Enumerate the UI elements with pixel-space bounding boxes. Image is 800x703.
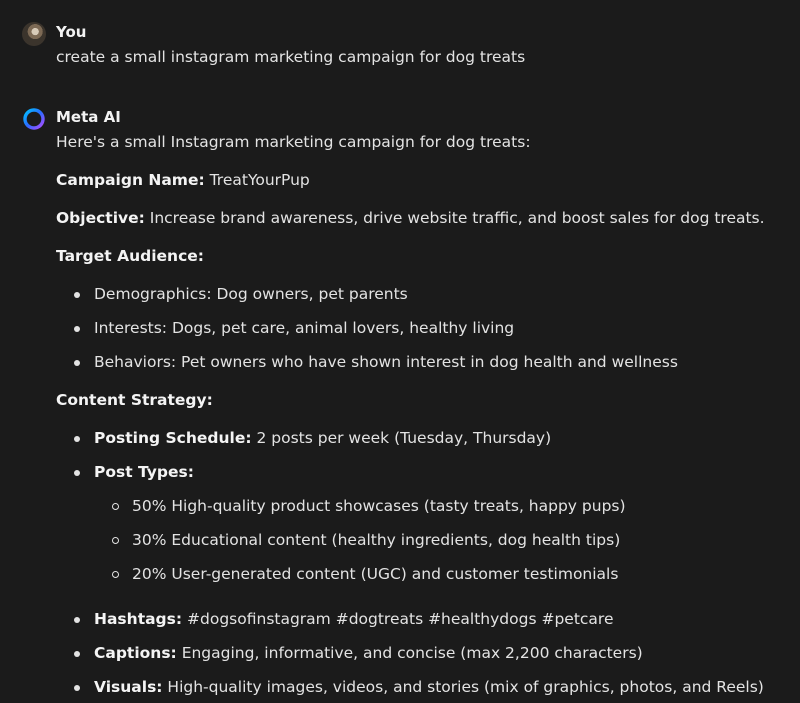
sub-bullet-icon: [112, 571, 119, 578]
meta-ai-logo-icon: [22, 107, 46, 131]
objective-line: [56, 209, 765, 227]
post-types-label: Post Types:: [94, 463, 194, 481]
bullet-icon: [74, 436, 80, 442]
visuals-value: High-quality images, videos, and stories (mix of graphics, photos, and Reels): [162, 678, 764, 696]
bullet-icon: [74, 292, 80, 298]
campaign-name-value: TreatYourPup: [204, 171, 310, 189]
bullet-icon: [74, 617, 80, 623]
visuals-label: Visuals:: [94, 678, 163, 696]
list-item-text: Interests: Dogs, pet care, animal lovers, healthy living: [94, 319, 515, 337]
ai-intro: Here's a small Instagram marketing campaign for dog treats:: [56, 133, 531, 151]
sub-list-item-text: 50% High-quality product showcases (tasty treats, happy pups): [132, 497, 626, 515]
posting-schedule-label: Posting Schedule:: [94, 429, 252, 447]
bullet-icon: [74, 685, 80, 691]
objective-label: Objective:: [56, 209, 145, 227]
captions-label: Captions:: [94, 644, 177, 662]
campaign-name-line: [56, 171, 310, 189]
user-avatar[interactable]: [22, 22, 46, 46]
bullet-icon: [74, 470, 80, 476]
sub-list-item-text: 30% Educational content (healthy ingredients, dog health tips): [132, 531, 621, 549]
list-item-text: Demographics: Dog owners, pet parents: [94, 285, 408, 303]
visuals-item: [94, 678, 764, 696]
campaign-name-label: Campaign Name:: [56, 171, 205, 189]
hashtags-label: Hashtags:: [94, 610, 183, 628]
captions-item: [94, 644, 643, 662]
posting-schedule-value: 2 posts per week (Tuesday, Thursday): [251, 429, 552, 447]
hashtags-value: #dogsofinstagram #dogtreats #healthydogs #petcare: [182, 610, 614, 628]
posting-schedule-item: [94, 429, 551, 447]
hashtags-item: [94, 610, 614, 628]
sub-list-item-text: 20% User-generated content (UGC) and customer testimonials: [132, 565, 619, 583]
user-author-name: You: [56, 23, 87, 41]
objective-value: Increase brand awareness, drive website traffic, and boost sales for dog treats.: [144, 209, 765, 227]
captions-value: Engaging, informative, and concise (max 2,200 characters): [176, 644, 643, 662]
bullet-icon: [74, 326, 80, 332]
user-message-text: create a small instagram marketing campaign for dog treats: [56, 48, 526, 66]
ai-author-name: Meta AI: [56, 108, 121, 126]
sub-bullet-icon: [112, 537, 119, 544]
bullet-icon: [74, 651, 80, 657]
content-strategy-heading: Content Strategy:: [56, 391, 213, 409]
list-item-text: Behaviors: Pet owners who have shown interest in dog health and wellness: [94, 353, 678, 371]
target-audience-heading: Target Audience:: [56, 247, 204, 265]
bullet-icon: [74, 360, 80, 366]
sub-bullet-icon: [112, 503, 119, 510]
